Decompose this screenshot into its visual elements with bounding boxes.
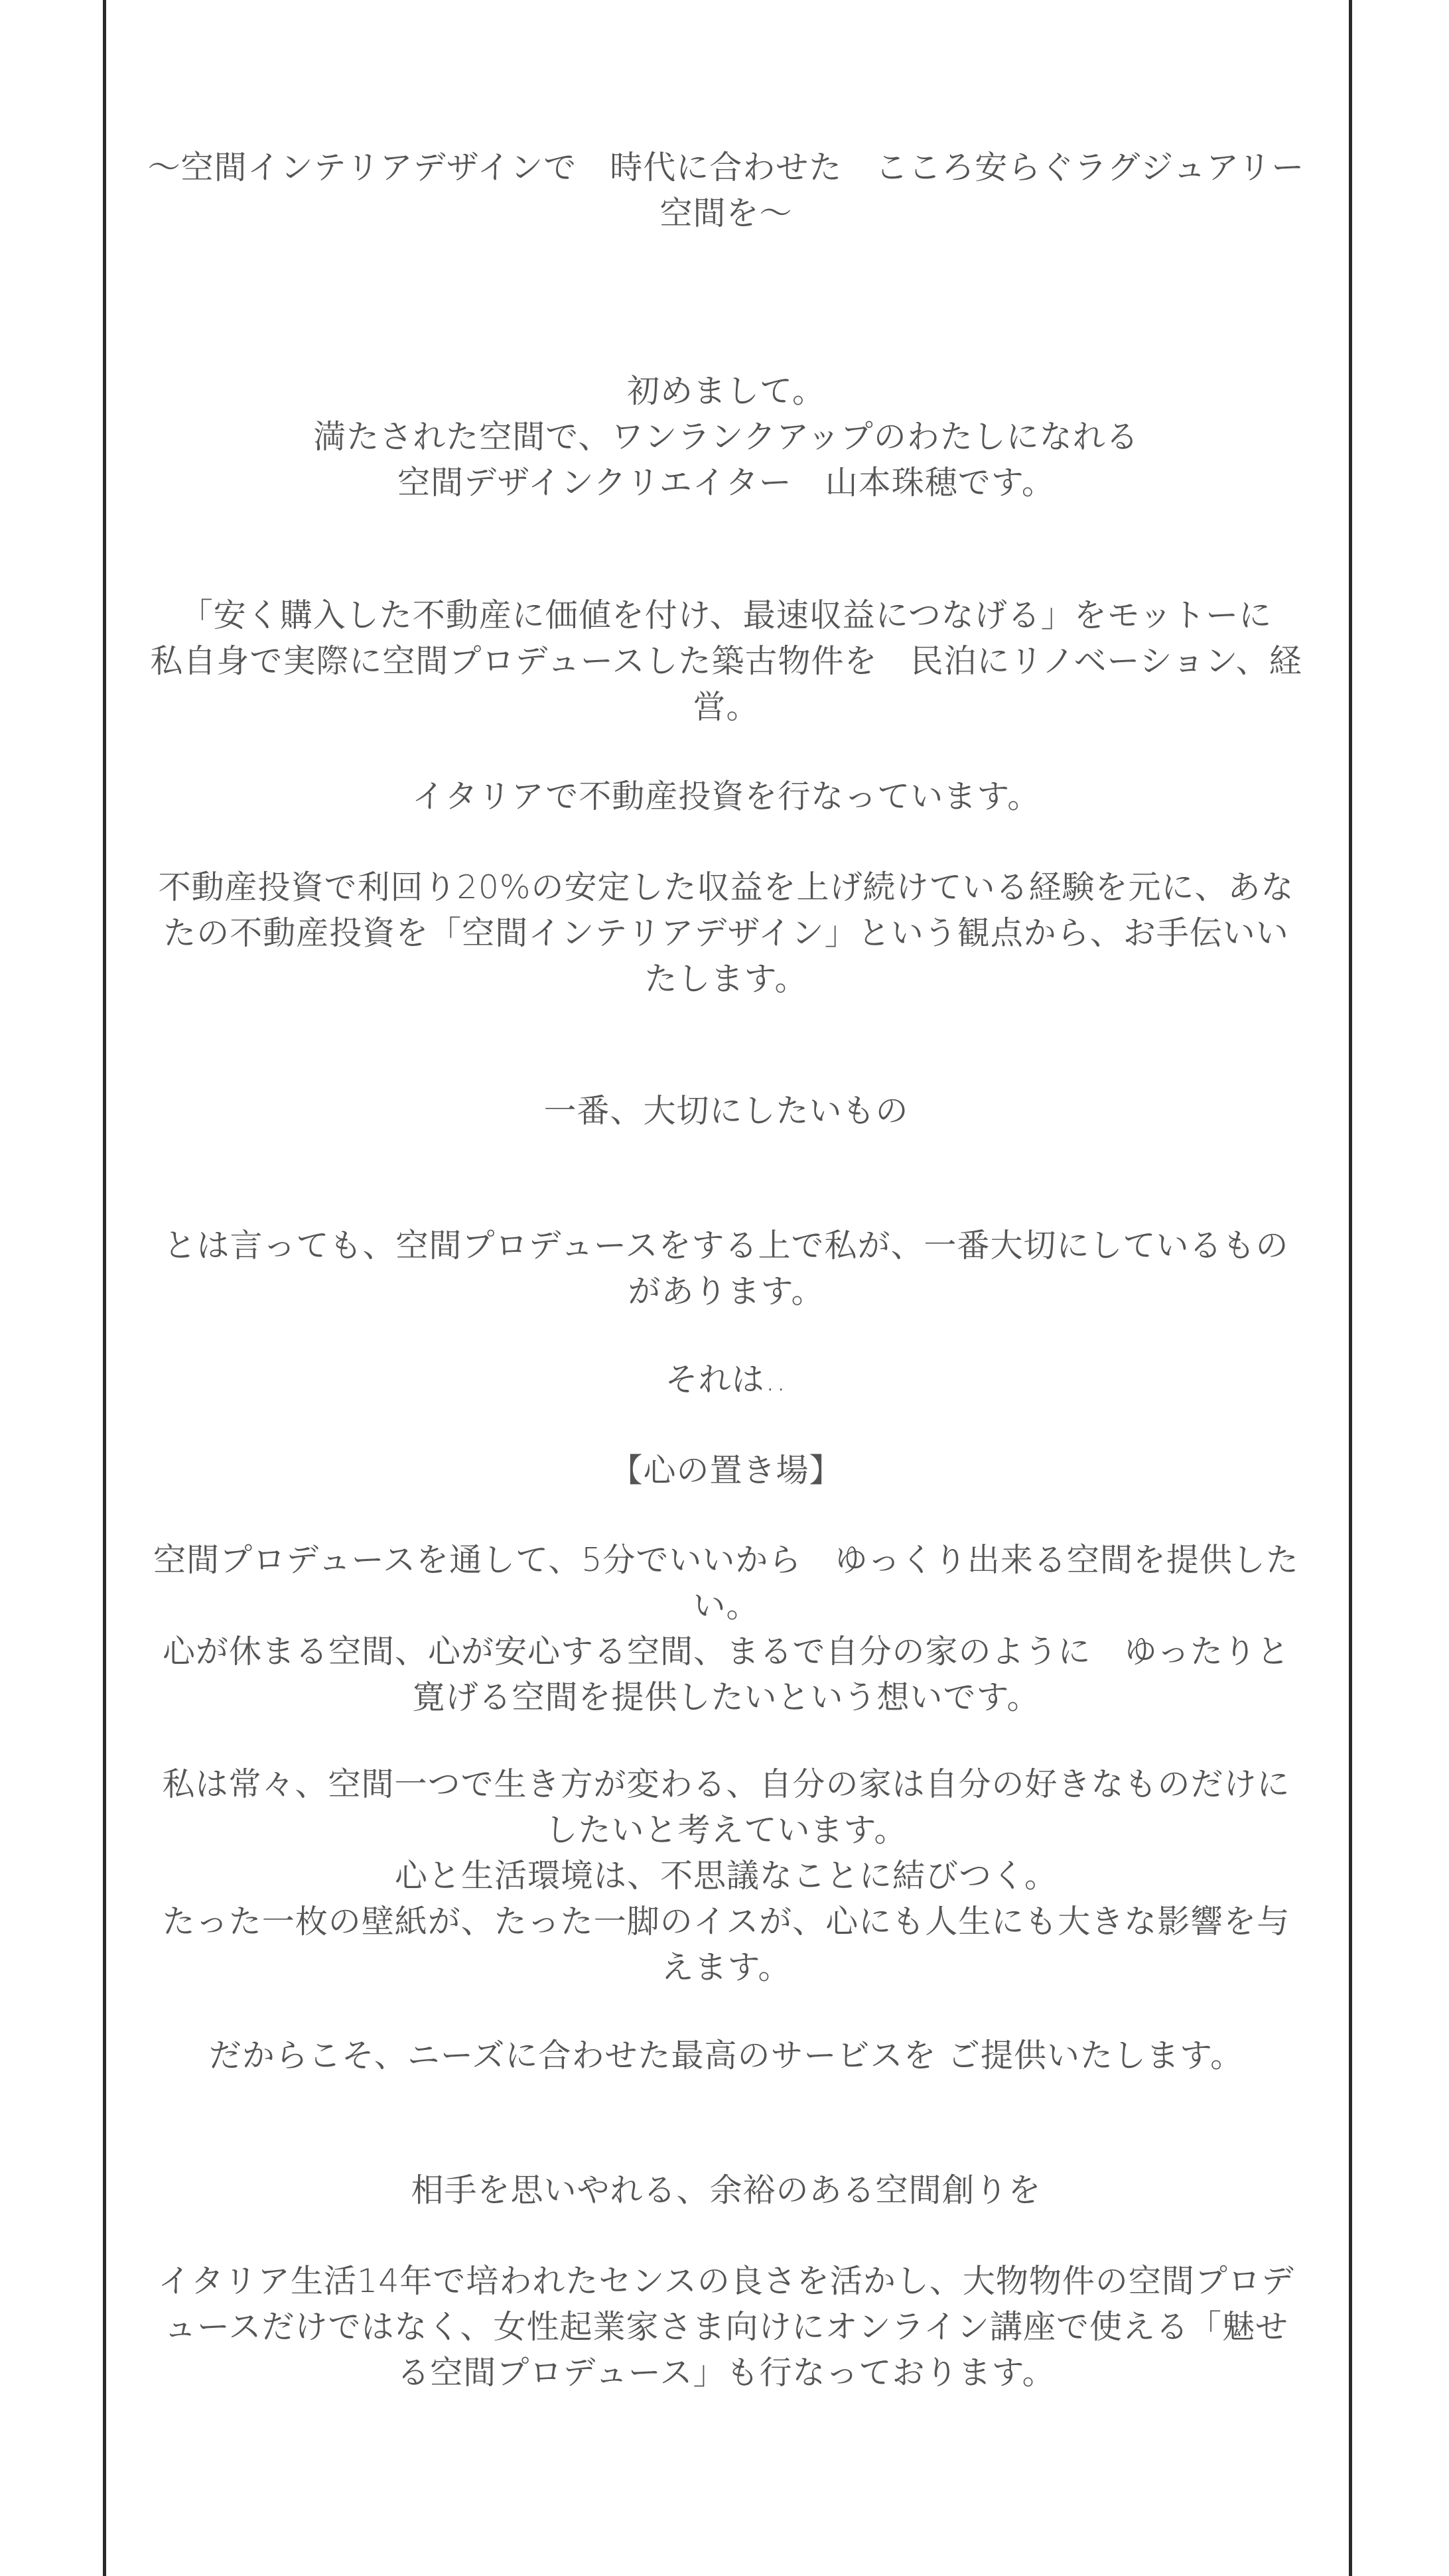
motto-line-1: 「安く購入した不動産に価値を付け、最速収益につなげる」をモットーに bbox=[180, 596, 1273, 634]
yoyu-heading-text: 相手を思いやれる、余裕のある空間創りを bbox=[411, 2171, 1042, 2209]
philosophy-line-3: たった一枚の壁紙が、たった一脚のイスが、心にも人生にも大きな影響を与えます。 bbox=[162, 1903, 1290, 1986]
offer-line-2: 心が休まる空間、心が安心する空間、まるで自分の家のように ゆったりと寛げる空間を提供したいという想いです。 bbox=[162, 1633, 1290, 1716]
philosophy-line-2: 心と生活環境は、不思議なことに結びつく。 bbox=[394, 1857, 1058, 1895]
intro-line-2: 満たされた空間で、ワンランクアップのわたしになれる bbox=[313, 418, 1139, 456]
motto-line-2: 私自身で実際に空間プロデュースした築古物件を 民泊にリノベーション、経営。 bbox=[150, 642, 1302, 726]
offer-paragraph bbox=[147, 1537, 1305, 1720]
kokoro-heading bbox=[147, 1448, 1305, 1493]
soreha-line: それは‥ bbox=[665, 1361, 788, 1398]
tagline bbox=[147, 145, 1305, 236]
yield-line: 不動産投資で利回り20%の安定した収益を上げ続けている経験を元に、あなたの不動産投資を「空間インテリアデザイン」という観点から、お手伝いいたします。 bbox=[158, 868, 1294, 998]
italy-life-paragraph bbox=[147, 2258, 1305, 2396]
yield-paragraph bbox=[147, 864, 1305, 1002]
intro-line-3: 空間デザインクリエイター 山本珠穂です。 bbox=[397, 464, 1055, 502]
motto-paragraph bbox=[147, 592, 1305, 730]
italy-invest-line: イタリアで不動産投資を行なっています。 bbox=[411, 778, 1041, 815]
important-heading-text: 一番、大切にしたいもの bbox=[543, 1092, 909, 1130]
service-paragraph bbox=[147, 2033, 1305, 2078]
important-paragraph bbox=[147, 1223, 1305, 1314]
philosophy-line-1: 私は常々、空間一つで生き方が変わる、自分の家は自分の好きなものだけにしたいと考えています。 bbox=[162, 1765, 1290, 1849]
important-line: とは言っても、空間プロデュースをする上で私が、一番大切にしているものがあります。 bbox=[163, 1227, 1289, 1310]
important-heading bbox=[147, 1088, 1305, 1134]
soreha-paragraph bbox=[147, 1357, 1305, 1402]
intro-line-1: 初めまして。 bbox=[626, 372, 826, 410]
philosophy-paragraph bbox=[147, 1761, 1305, 1990]
italy-invest-paragraph bbox=[147, 774, 1305, 819]
tagline-line: 〜空間インテリアデザインで 時代に合わせた こころ安らぐラグジュアリー空間を〜 bbox=[147, 149, 1305, 232]
kokoro-line: 【心の置き場】 bbox=[610, 1452, 843, 1489]
italy-life-line: イタリア生活14年で培われたセンスの良さを活かし、大物物件の空間プロデュースだけではなく、女性起業家さま向けにオンライン講座で使える「魅せる空間プロデュース」も行なっております。 bbox=[158, 2262, 1294, 2392]
intro-paragraph bbox=[147, 368, 1305, 506]
yoyu-heading bbox=[147, 2167, 1305, 2213]
service-line: だからこそ、ニーズに合わせた最高のサービスを ご提供いたします。 bbox=[208, 2037, 1244, 2074]
offer-line-1: 空間プロデュースを通して、5分でいいから ゆっくり出来る空間を提供したい。 bbox=[153, 1541, 1299, 1625]
